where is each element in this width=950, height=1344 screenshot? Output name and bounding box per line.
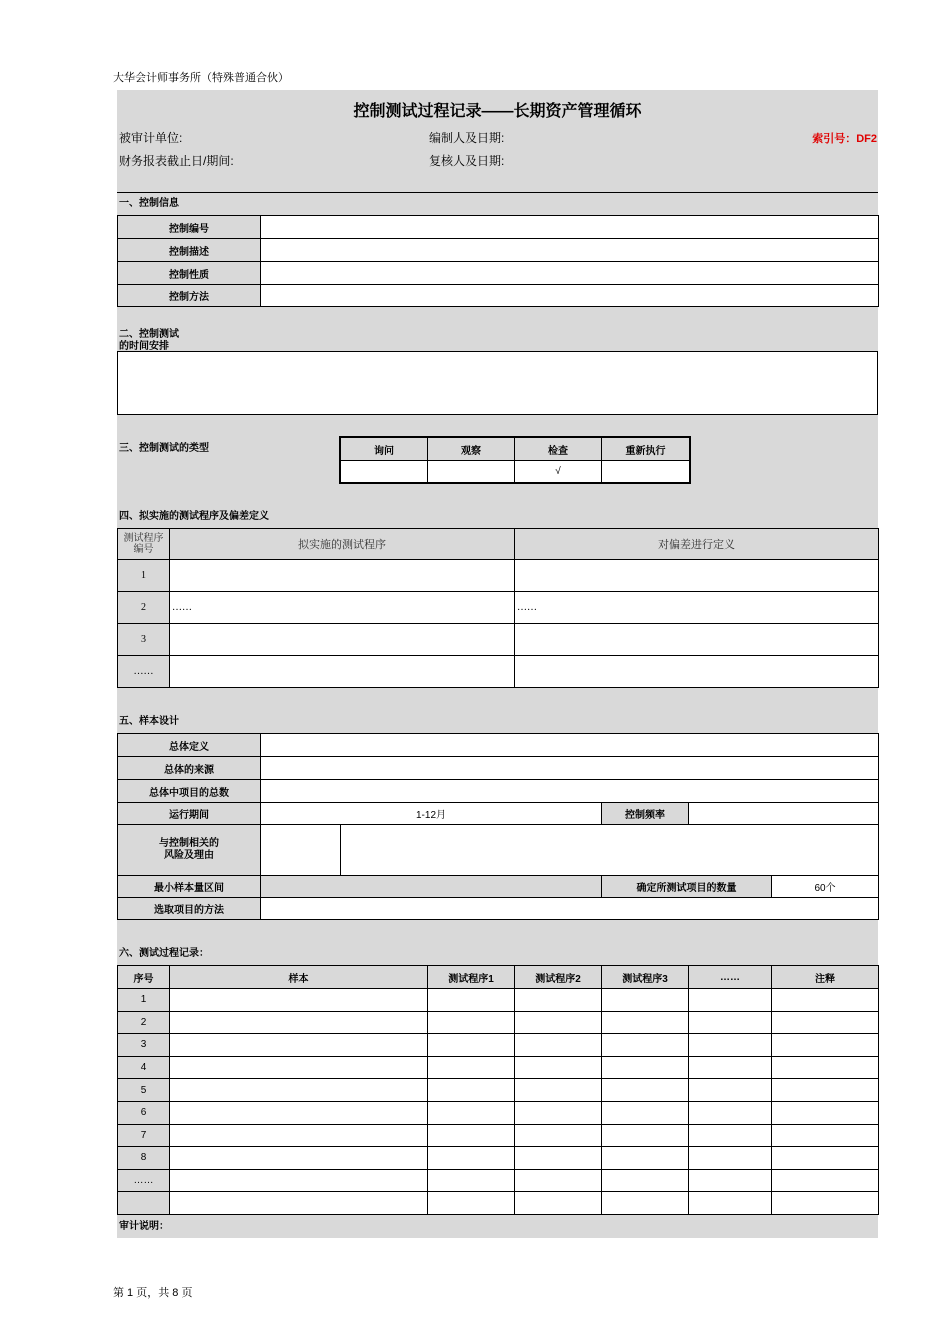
record-more-cell[interactable] [689, 1101, 772, 1124]
table-row [118, 216, 879, 239]
population-source-cell[interactable] [261, 757, 879, 780]
section2-title-line2: 的时间安排 [119, 341, 169, 352]
record-proc1-cell[interactable] [428, 1056, 515, 1079]
risk-reason-label-line1: 与控制相关的 [159, 838, 219, 849]
section1-title: 一、控制信息 [119, 198, 179, 209]
record-more-cell[interactable] [689, 1169, 772, 1192]
record-sample-cell[interactable] [170, 1124, 428, 1147]
control-info-table [117, 215, 879, 307]
record-proc3-cell[interactable] [602, 989, 689, 1012]
section2-title [119, 329, 179, 353]
test-count-label: 确定所测试项目的数量 [602, 876, 772, 898]
index-number: 索引号：DF2 [812, 133, 877, 145]
table-row [118, 825, 879, 876]
population-count-cell[interactable] [261, 780, 879, 803]
procedure-no: 3 [118, 624, 170, 656]
table-row [118, 285, 879, 307]
procedure-cell[interactable] [170, 624, 515, 656]
record-row-no: 4 [118, 1056, 170, 1079]
table-row [341, 461, 690, 483]
risk-reason-label [118, 825, 261, 876]
population-count-label: 总体中项目的总数 [118, 780, 261, 803]
table-row [118, 966, 879, 989]
table-row [118, 1124, 879, 1147]
record-more-cell[interactable] [689, 989, 772, 1012]
record-proc1-cell[interactable] [428, 1011, 515, 1034]
frequency-cell[interactable] [689, 803, 879, 825]
record-proc1-cell[interactable] [428, 1192, 515, 1215]
table-row [118, 1056, 879, 1079]
record-more-cell[interactable] [689, 1056, 772, 1079]
record-proc1-cell[interactable] [428, 1147, 515, 1170]
table-row [118, 898, 879, 920]
record-sample-cell[interactable] [170, 989, 428, 1012]
record-sample-cell[interactable] [170, 1169, 428, 1192]
record-note-cell[interactable] [772, 1192, 879, 1215]
record-proc3-cell[interactable] [602, 1169, 689, 1192]
record-proc1-cell[interactable] [428, 1169, 515, 1192]
frequency-label: 控制频率 [602, 803, 689, 825]
record-proc3-cell[interactable] [602, 1101, 689, 1124]
page-footer: 第 1 页，共 8 页 [113, 1287, 193, 1299]
table-row [118, 780, 879, 803]
procedure-no-header-line2: 编号 [133, 544, 154, 555]
record-row-no: …… [118, 1169, 170, 1192]
record-proc3-cell[interactable] [602, 1079, 689, 1102]
record-note-cell[interactable] [772, 1101, 879, 1124]
record-proc3-cell[interactable] [602, 1147, 689, 1170]
procedure-no-header [118, 529, 170, 560]
test-record-table [117, 965, 879, 1215]
table-row [118, 876, 879, 898]
section6-title: 六、测试过程记录： [119, 948, 209, 959]
test-schedule-cell[interactable] [118, 352, 878, 415]
record-proc2-cell[interactable] [515, 989, 602, 1012]
record-header-note: 注释 [772, 966, 879, 989]
record-proc1-cell[interactable] [428, 1034, 515, 1057]
procedure-cell[interactable]: …… [170, 592, 515, 624]
record-header-proc3: 测试程序3 [602, 966, 689, 989]
reviewer-label: 复核人及日期: [429, 154, 505, 168]
record-row-no: 6 [118, 1101, 170, 1124]
record-row-no: 7 [118, 1124, 170, 1147]
population-def-label: 总体定义 [118, 734, 261, 757]
record-proc1-cell[interactable] [428, 1124, 515, 1147]
run-period-label: 运行期间 [118, 803, 261, 825]
audit-note-label: 审计说明： [119, 1221, 169, 1232]
record-more-cell[interactable] [689, 1079, 772, 1102]
run-period-value[interactable]: 1-12月 [261, 803, 602, 825]
record-sample-cell[interactable] [170, 1101, 428, 1124]
record-header-proc2: 测试程序2 [515, 966, 602, 989]
record-proc2-cell[interactable] [515, 1147, 602, 1170]
table-row [118, 1101, 879, 1124]
inspection-check-cell[interactable]: √ [515, 461, 602, 483]
reperformance-check-cell[interactable] [602, 461, 690, 483]
record-proc3-cell[interactable] [602, 1056, 689, 1079]
procedure-cell[interactable] [170, 656, 515, 688]
procedure-no-header-line1: 测试程序 [123, 533, 164, 544]
procedure-no: …… [118, 656, 170, 688]
record-proc2-cell[interactable] [515, 1169, 602, 1192]
control-method-cell[interactable] [261, 285, 879, 307]
record-more-cell[interactable] [689, 1192, 772, 1215]
table-row [341, 438, 690, 461]
audited-unit-label: 被审计单位: [119, 131, 183, 145]
deviation-header: 对偏差进行定义 [515, 529, 879, 560]
procedure-no: 2 [118, 592, 170, 624]
record-note-cell[interactable] [772, 1011, 879, 1034]
record-note-cell[interactable] [772, 1056, 879, 1079]
record-proc3-cell[interactable] [602, 1011, 689, 1034]
table-row [118, 1192, 879, 1215]
table-row [118, 239, 879, 262]
record-note-cell[interactable] [772, 989, 879, 1012]
selection-method-label: 选取项目的方法 [118, 898, 261, 920]
table-row [118, 1147, 879, 1170]
record-proc2-cell[interactable] [515, 1101, 602, 1124]
table-row [118, 624, 879, 656]
table-row [118, 656, 879, 688]
control-nature-cell[interactable] [261, 262, 879, 285]
record-more-cell[interactable] [689, 1034, 772, 1057]
table-row [118, 592, 879, 624]
deviation-cell[interactable]: …… [515, 592, 879, 624]
record-proc1-cell[interactable] [428, 1101, 515, 1124]
record-more-cell[interactable] [689, 1147, 772, 1170]
section5-title: 五、样本设计 [119, 716, 179, 727]
test-type-inspection: 检查 [515, 438, 602, 461]
table-row [118, 1169, 879, 1192]
record-rows [118, 989, 879, 1215]
record-note-cell[interactable] [772, 1147, 879, 1170]
record-more-cell[interactable] [689, 1011, 772, 1034]
page-title: 控制测试过程记录——长期资产管理循环 [353, 103, 642, 120]
deviation-cell[interactable] [515, 560, 879, 592]
section3-title: 三、控制测试的类型 [119, 443, 209, 454]
firm-name: 大华会计师事务所（特殊普通合伙） [113, 72, 289, 84]
record-more-cell[interactable] [689, 1124, 772, 1147]
record-sample-cell[interactable] [170, 1011, 428, 1034]
record-proc2-cell[interactable] [515, 1124, 602, 1147]
record-row-no: 8 [118, 1147, 170, 1170]
table-row [118, 734, 879, 757]
record-note-cell[interactable] [772, 1169, 879, 1192]
record-proc2-cell[interactable] [515, 1056, 602, 1079]
test-type-observation: 观察 [428, 438, 515, 461]
record-note-cell[interactable] [772, 1034, 879, 1057]
population-def-cell[interactable] [261, 734, 879, 757]
control-desc-label: 控制描述 [118, 239, 261, 262]
record-sample-cell[interactable] [170, 1056, 428, 1079]
record-proc1-cell[interactable] [428, 1079, 515, 1102]
record-sample-cell[interactable] [170, 1192, 428, 1215]
table-row [118, 757, 879, 780]
procedure-cell[interactable] [170, 560, 515, 592]
record-proc3-cell[interactable] [602, 1034, 689, 1057]
table-row [118, 989, 879, 1012]
test-type-reperformance: 重新执行 [602, 438, 690, 461]
record-proc3-cell[interactable] [602, 1192, 689, 1215]
record-note-cell[interactable] [772, 1079, 879, 1102]
test-procedure-table [117, 528, 879, 688]
min-sample-label: 最小样本量区间 [118, 876, 261, 898]
deviation-cell[interactable] [515, 656, 879, 688]
table-row [118, 1011, 879, 1034]
record-proc2-cell[interactable] [515, 1192, 602, 1215]
record-row-no: 3 [118, 1034, 170, 1057]
table-row [118, 1034, 879, 1057]
risk-cell[interactable] [261, 825, 341, 876]
control-id-cell[interactable] [261, 216, 879, 239]
sample-design-table [117, 733, 879, 920]
table-row [118, 262, 879, 285]
record-row-no: 2 [118, 1011, 170, 1034]
table-row [118, 529, 879, 560]
inquiry-check-cell[interactable] [341, 461, 428, 483]
deviation-cell[interactable] [515, 624, 879, 656]
risk-reason-label-line2: 风险及理由 [164, 850, 214, 861]
record-sample-cell[interactable] [170, 1147, 428, 1170]
record-row-no: 5 [118, 1079, 170, 1102]
selection-method-cell[interactable] [261, 898, 879, 920]
record-row-no: 1 [118, 989, 170, 1012]
record-proc2-cell[interactable] [515, 1079, 602, 1102]
period-label: 财务报表截止日/期间: [119, 154, 234, 168]
record-proc3-cell[interactable] [602, 1124, 689, 1147]
min-sample-cell[interactable] [261, 876, 602, 898]
record-row-no [118, 1192, 170, 1215]
section2-title-line1: 二、控制测试 [119, 329, 179, 340]
test-type-table [340, 437, 690, 483]
test-count-value[interactable]: 60个 [772, 876, 879, 898]
record-proc2-cell[interactable] [515, 1011, 602, 1034]
record-header-sample: 样本 [170, 966, 428, 989]
observation-check-cell[interactable] [428, 461, 515, 483]
control-id-label: 控制编号 [118, 216, 261, 239]
record-proc1-cell[interactable] [428, 989, 515, 1012]
record-note-cell[interactable] [772, 1124, 879, 1147]
test-schedule-table [117, 351, 878, 415]
procedure-no: 1 [118, 560, 170, 592]
control-method-label: 控制方法 [118, 285, 261, 307]
population-source-label: 总体的来源 [118, 757, 261, 780]
test-type-inquiry: 询问 [341, 438, 428, 461]
preparer-label: 编制人及日期: [429, 131, 505, 145]
record-sample-cell[interactable] [170, 1079, 428, 1102]
section4-title: 四、拟实施的测试程序及偏差定义 [119, 511, 269, 522]
table-row [118, 1079, 879, 1102]
record-header-no: 序号 [118, 966, 170, 989]
table-row [118, 803, 879, 825]
procedure-header: 拟实施的测试程序 [170, 529, 515, 560]
record-header-more: …… [689, 966, 772, 989]
header-divider [117, 192, 878, 193]
record-sample-cell[interactable] [170, 1034, 428, 1057]
risk-reason-cell[interactable] [341, 825, 879, 876]
table-row [118, 560, 879, 592]
control-nature-label: 控制性质 [118, 262, 261, 285]
control-desc-cell[interactable] [261, 239, 879, 262]
record-proc2-cell[interactable] [515, 1034, 602, 1057]
record-header-proc1: 测试程序1 [428, 966, 515, 989]
